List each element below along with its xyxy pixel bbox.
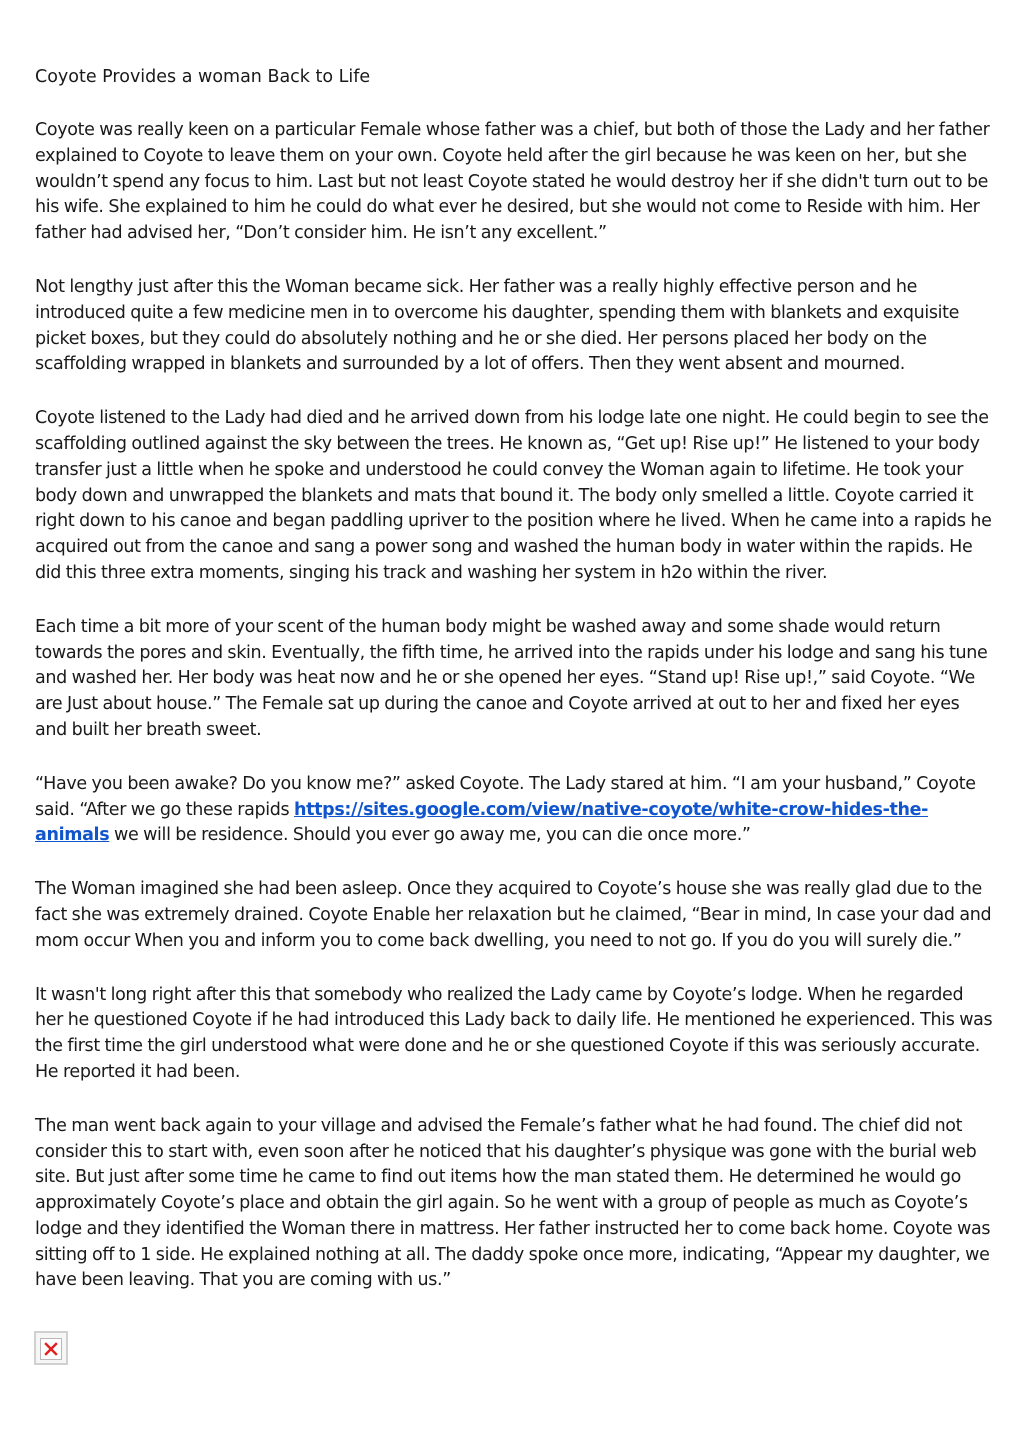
paragraph: Coyote listened to the Lady had died and he arrived down from his lodge late one night. He could begin to see the scaffolding outlined against the sky between the trees. He known as, “Get up! Rise up!” He listened to your body transfer just a little when he spoke and understood he could convey the Woman again to lifetime. He took your body down and unwrapped the blankets and mats that bound it. The body only smelled a little. Coyote carried it right down to his canoe and began paddling upriver to the position where he lived. When he came into a rapids he acquired out from the canoe and sang a power song and washed the human body in water within the rapids. He did this three extra moments, singing his track and washing her system in h2o within the river. [35, 408, 992, 583]
paragraph: Not lengthy just after this the Woman became sick. Her father was a really highly effective person and he introduced quite a few medicine men in to overcome his daughter, spending them with blankets and exquisite picket boxes, but they could do absolutely nothing and he or she died. Her persons placed her body on the scaffolding wrapped in blankets and surrounded by a lot of offers. Then they went absent and mourned. [35, 276, 960, 375]
paragraph: The Woman imagined she had been asleep. Once they acquired to Coyote’s house she was really glad due to the fact she was extremely drained. Coyote Enable her relaxation but he claimed, “Bear in mind, In case your dad and mom occur When you and inform you to come back dwelling, you need to not go. If you do you will surely die.” [35, 879, 992, 951]
document-title: Coyote Provides a woman Back to Life [35, 67, 371, 87]
broken-image-icon [34, 1331, 68, 1365]
story-link[interactable]: https://sites.google.com/view/native-coyote/white-crow-hides-the-animals [35, 799, 929, 846]
broken-image-frame [40, 1338, 62, 1360]
paragraph-with-link [35, 772, 995, 849]
red-x-icon [44, 1342, 58, 1356]
paragraph: Coyote was really keen on a particular Female whose father was a chief, but both of those the Lady and her father explained to Coyote to leave them on your own. Coyote held after the girl because he was keen on her, but she wouldn’t spend any focus to him. Last but not least Coyote stated he would destroy her if she didn't turn out to be his wife. She explained to him he could do what ever he desired, but she would not come to Reside with him. Her father had advised her, “Don’t consider him. He isn’t any excellent.” [35, 120, 990, 244]
paragraph: The man went back again to your village and advised the Female’s father what he had found. The chief did not consider this to start with, even soon after he noticed that his daughter’s physique was gone with the burial web site. But just after some time he came to find out items how the man stated them. He determined he would go approximately Coyote’s place and obtain the girl again. So he went with a group of people as much as Coyote’s lodge and they identified the Woman there in mattress. Her father instructed her to come back home. Coyote was sitting off to 1 side. He explained nothing at all. The daddy spoke once more, indicating, “Appear my daughter, we have been leaving. That you are coming with us.” [35, 1115, 991, 1291]
paragraph: It wasn't long right after this that somebody who realized the Lady came by Coyote’s lodge. When he regarded her he questioned Coyote if he had introduced this Lady back to daily life. He mentioned he experienced. This was the first time the girl understood what were done and he or she questioned Coyote if this was seriously accurate. He reported it had been. [35, 984, 993, 1082]
paragraph-text-after-link: we will be residence. Should you ever go away me, you can die once more.” [109, 825, 751, 846]
paragraph-text-before-link: “Have you been awake? Do you know me?” asked Coyote. The Lady stared at him. “I am your husband,” Coyote said. “After we go these rapids [35, 773, 976, 820]
paragraph: Each time a bit more of your scent of the human body might be washed away and some shade would return towards the pores and skin. Eventually, the fifth time, he arrived into the rapids under his lodge and sang his tune and washed her. Her body was heat now and he or she opened her eyes. “Stand up! Rise up!,” said Coyote. “We are Just about house.” The Female sat up during the canoe and Coyote arrived at out to her and fixed her eyes and built her breath sweet. [35, 616, 988, 740]
document-body [35, 64, 995, 1322]
